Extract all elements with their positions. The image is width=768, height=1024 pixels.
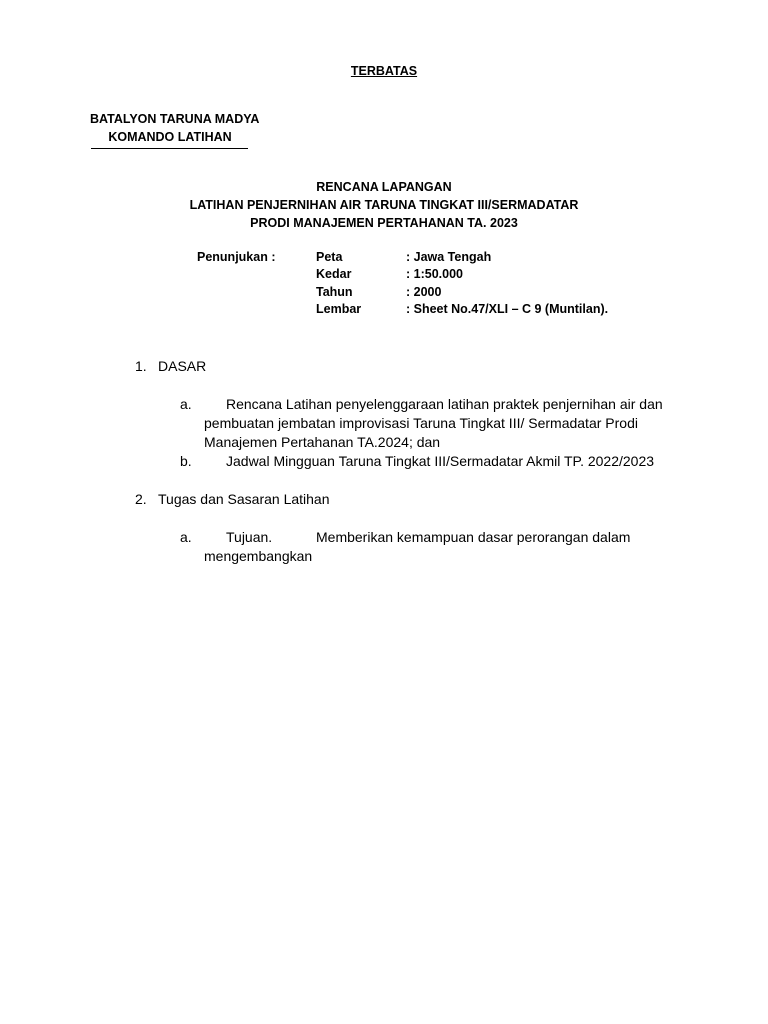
item-1b-letter: b. (180, 453, 192, 469)
reference-value-lembar: : Sheet No.47/XLI – C 9 (Muntilan). (406, 302, 609, 316)
unit-name-line2: KOMANDO LATIHAN (108, 130, 232, 144)
section-1-heading: DASAR (158, 358, 207, 374)
item-2a-label: Tujuan. (226, 529, 273, 545)
reference-value-peta: : Jawa Tengah (406, 250, 492, 264)
reference-key-kedar: Kedar (316, 267, 352, 281)
item-1a-continuation-1: pembuatan jembatan improvisasi Taruna Tingkat III/ Sermadatar Prodi (204, 415, 638, 431)
item-1a-first-line: Rencana Latihan penyelenggaraan latihan praktek penjernihan air dan (226, 396, 663, 412)
section-1-number: 1. (135, 358, 147, 374)
reference-value-kedar: : 1:50.000 (406, 267, 463, 281)
unit-underline (91, 148, 248, 149)
reference-key-tahun: Tahun (316, 285, 353, 299)
title-line1: RENCANA LAPANGAN (316, 180, 452, 194)
reference-key-peta: Peta (316, 250, 343, 264)
item-1a-letter: a. (180, 396, 192, 412)
reference-key-lembar: Lembar (316, 302, 362, 316)
section-2-number: 2. (135, 491, 147, 507)
item-1a-continuation-2: Manajemen Pertahanan TA.2024; dan (204, 434, 441, 450)
section-2-heading: Tugas dan Sasaran Latihan (158, 491, 330, 507)
reference-value-tahun: : 2000 (406, 285, 442, 299)
item-2a-continuation-1: mengembangkan (204, 548, 313, 564)
title-line3: PRODI MANAJEMEN PERTAHANAN TA. 2023 (250, 216, 518, 230)
unit-name-line1: BATALYON TARUNA MADYA (90, 112, 260, 126)
classification-mark: TERBATAS (350, 64, 418, 78)
title-line2: LATIHAN PENJERNIHAN AIR TARUNA TINGKAT III/SERMADATAR (189, 198, 579, 212)
item-2a-first-line: Memberikan kemampuan dasar perorangan dalam (316, 529, 631, 545)
item-2a-letter: a. (180, 529, 192, 545)
item-1b-first-line: Jadwal Mingguan Taruna Tingkat III/Sermadatar Akmil TP. 2022/2023 (226, 453, 655, 469)
reference-label: Penunjukan : (197, 250, 276, 264)
